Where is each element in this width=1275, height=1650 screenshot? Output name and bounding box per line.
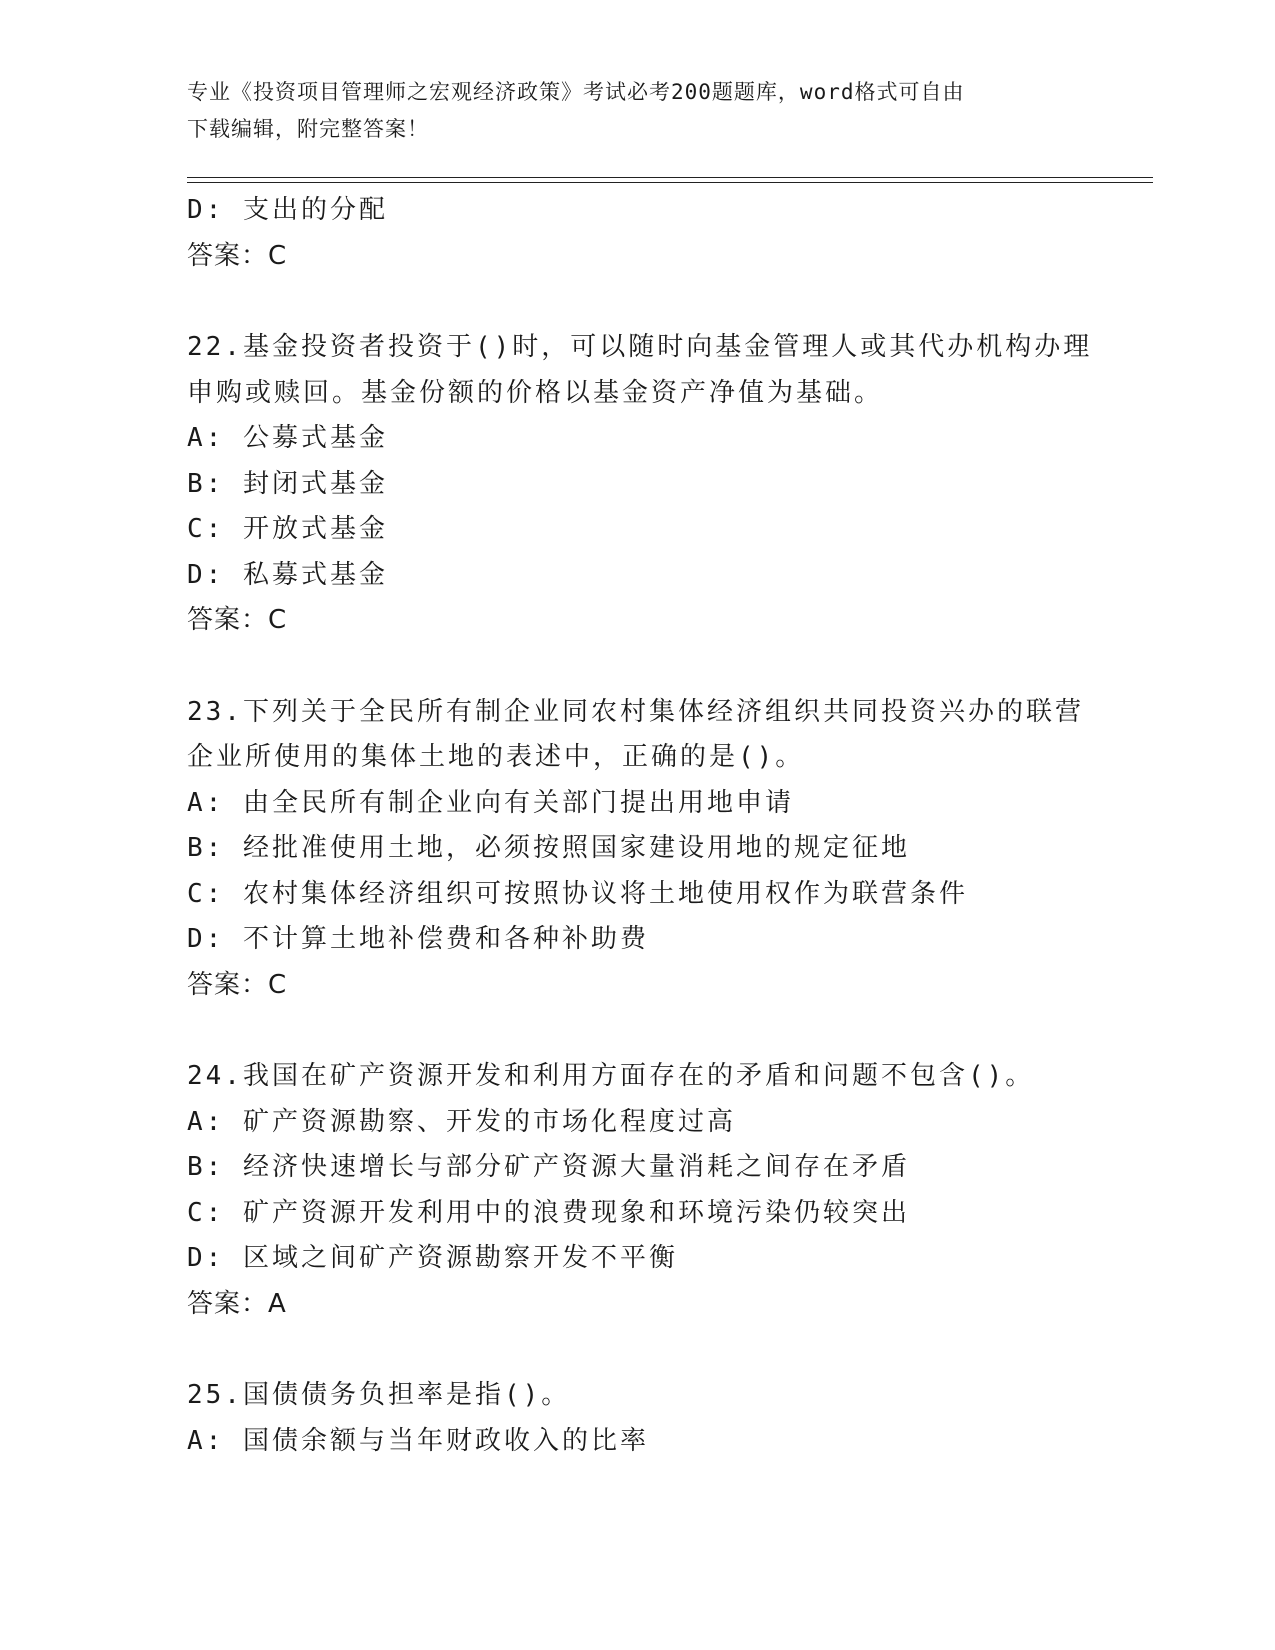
question-stem: 22.基金投资者投资于()时，可以随时向基金管理人或其代办机构办理: [187, 332, 1093, 362]
spacer: [187, 1327, 1087, 1373]
question-stem: 申购或赎回。基金份额的价格以基金资产净值为基础。: [187, 377, 884, 408]
header-line-1: 专业《投资项目管理师之宏观经济政策》考试必考200题题库，word格式可自由: [187, 80, 965, 104]
spacer: [187, 1008, 1087, 1054]
option-d: D: 不计算土地补偿费和各种补助费: [187, 924, 649, 954]
option-a: A: 由全民所有制企业向有关部门提出用地申请: [187, 787, 794, 818]
question-stem: 23.下列关于全民所有制企业同农村集体经济组织共同投资兴办的联营: [187, 696, 1084, 727]
answer: 答案：C: [187, 605, 288, 635]
option-b: B: 封闭式基金: [187, 468, 388, 499]
question-22: [187, 325, 1093, 644]
header-divider-top: [187, 177, 1153, 178]
option-c: C: 矿产资源开发利用中的浪费现象和环境污染仍较突出: [187, 1197, 910, 1228]
header-line-2: 下载编辑，附完整答案！: [187, 117, 429, 141]
option-a: A: 矿产资源勘察、开发的市场化程度过高: [187, 1106, 736, 1137]
answer: 答案：C: [187, 969, 288, 1000]
option-c: C: 开放式基金: [187, 514, 388, 544]
question-23: [187, 690, 1087, 1009]
header-divider-bottom: [187, 182, 1153, 183]
question-24: [187, 1054, 1087, 1327]
spacer: [187, 279, 1087, 325]
question-stem: 24.我国在矿产资源开发和利用方面存在的矛盾和问题不包含()。: [187, 1061, 1035, 1091]
document-header: [187, 74, 1067, 148]
option-a: A: 国债余额与当年财政收入的比率: [187, 1425, 649, 1456]
answer: 答案：C: [187, 240, 288, 271]
question-21-tail: [187, 188, 1087, 279]
spacer: [187, 644, 1087, 690]
question-list: [187, 188, 1093, 1464]
option-d: D: 区域之间矿产资源勘察开发不平衡: [187, 1243, 678, 1273]
answer: 答案：A: [187, 1288, 287, 1319]
option-d: D: 支出的分配: [187, 195, 388, 225]
option-b: B: 经济快速增长与部分矿产资源大量消耗之间存在矛盾: [187, 1152, 910, 1182]
question-stem: 企业所使用的集体土地的表述中，正确的是()。: [187, 742, 805, 772]
option-c: C: 农村集体经济组织可按照协议将土地使用权作为联营条件: [187, 878, 968, 909]
option-d: D: 私募式基金: [187, 559, 388, 590]
question-25: [187, 1373, 1087, 1464]
option-a: A: 公募式基金: [187, 423, 388, 453]
option-b: B: 经批准使用土地，必须按照国家建设用地的规定征地: [187, 833, 910, 863]
question-stem: 25.国债债务负担率是指()。: [187, 1380, 571, 1410]
